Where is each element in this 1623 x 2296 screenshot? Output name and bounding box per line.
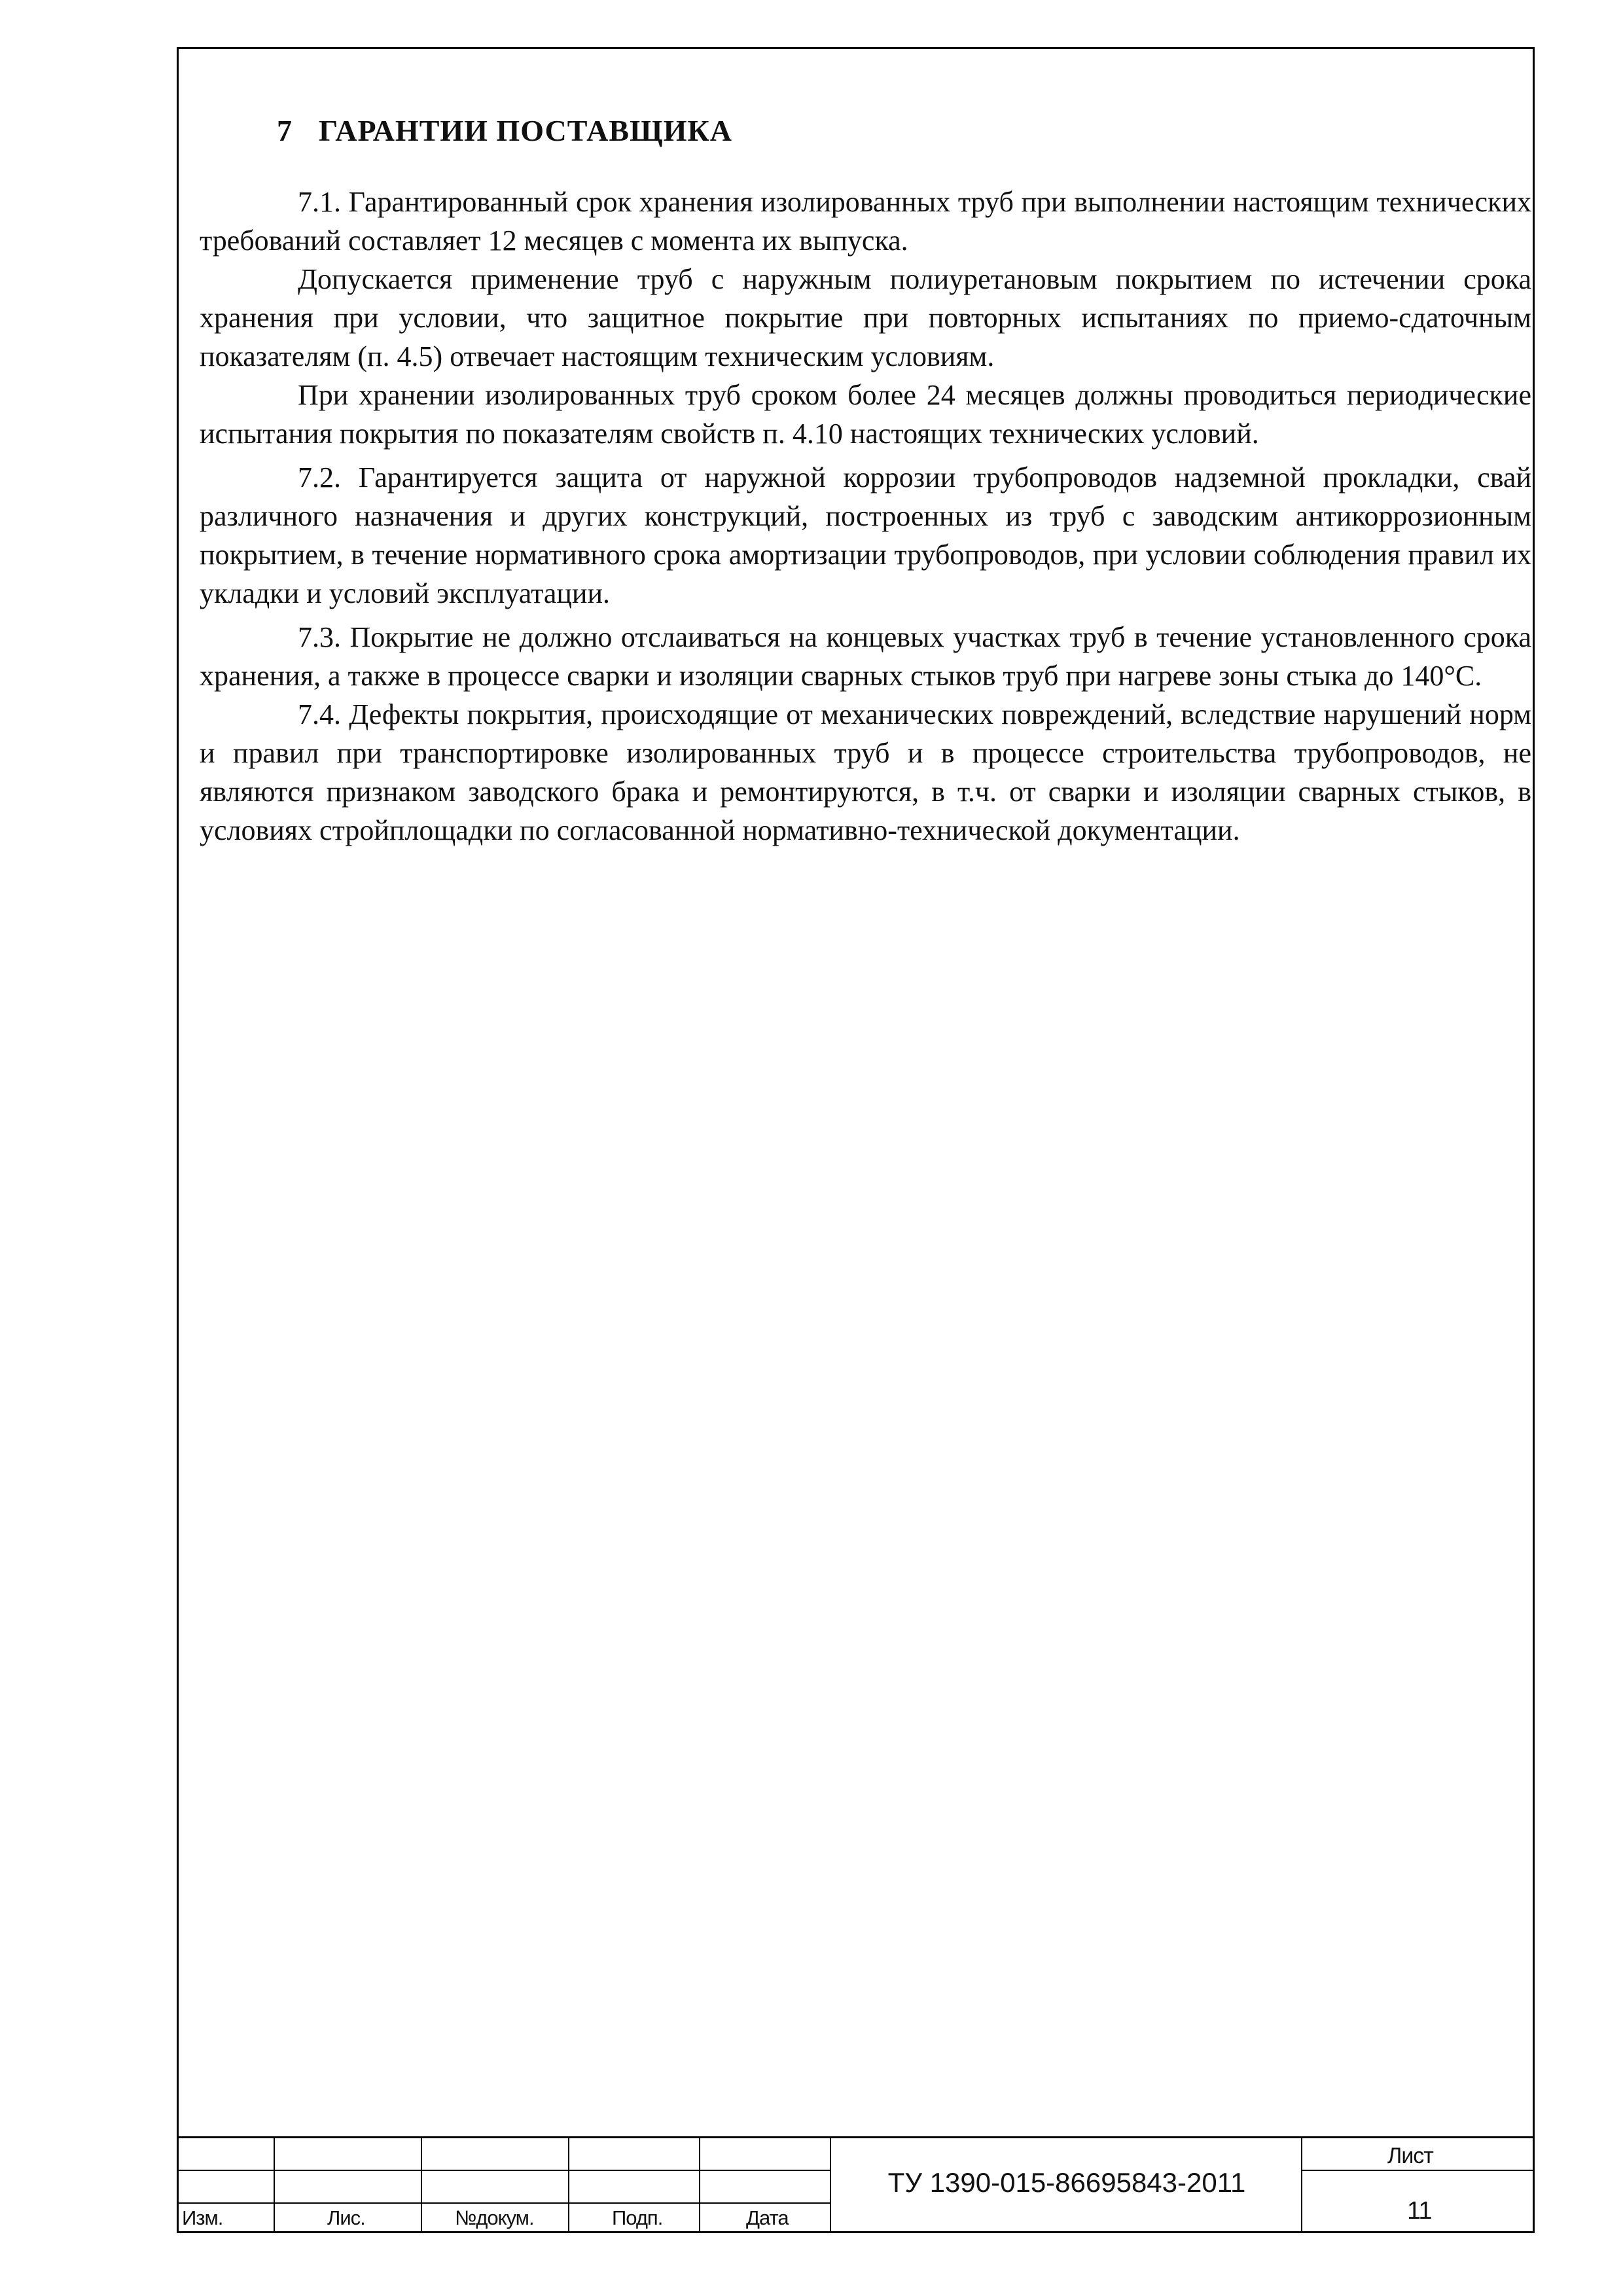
sheet-number: 11 xyxy=(1407,2197,1432,2225)
section-title: ГАРАНТИИ ПОСТАВЩИКА xyxy=(319,114,732,147)
stamp-label-doc: №докум. xyxy=(455,2206,534,2229)
paragraph-7-1: 7.1. Гарантированный срок хранения изолированных труб при выполнении настоящим технических требований составляет 12 месяцев с момента их выпуска. xyxy=(200,186,1531,257)
stamp-row-line xyxy=(177,2202,831,2204)
stamp-sheet-line xyxy=(1302,2170,1535,2171)
sheet-label: Лист xyxy=(1387,2144,1433,2168)
paragraph-7-2: 7.2. Гарантируется защита от наружной коррозии трубопроводов надземной прокладки, свай различного назначения и других конструкций, построенных из труб с заводским антикоррозионным покрытием, в течение нормативного срока амортизации трубопроводов, при условии соблюдения правил их укладки и условий эксплуатации. xyxy=(200,461,1531,609)
title-block xyxy=(177,2136,1535,2233)
section-number: 7 xyxy=(277,114,293,147)
document-body xyxy=(200,111,1531,855)
paragraph-7-3: 7.3. Покрытие не должно отслаиваться на концевых участках труб в течение установленного срока хранения, а также в процессе сварки и изоляции сварных стыков труб при нагреве зоны стыка до 140°С. xyxy=(200,621,1531,692)
section-heading xyxy=(277,111,1531,150)
stamp-row-line xyxy=(177,2170,831,2171)
document-code: ТУ 1390-015-86695843-2011 xyxy=(887,2167,1246,2198)
stamp-label-podp: Подп. xyxy=(612,2206,663,2229)
paragraph-7-1-c: При хранении изолированных труб сроком более 24 месяцев должны проводиться периодические испытания покрытия по показателям свойств п. 4.10 настоящих технических условий. xyxy=(200,379,1531,450)
paragraph-7-1-b: Допускается применение труб с наружным полиуретановым покрытием по истечении срока хранения при условии, что защитное покрытие при повторных испытаниях по приемо-сдаточным показателям (п. 4.5) отвечает настоящим техническим условиям. xyxy=(200,263,1531,372)
stamp-label-izm: Изм. xyxy=(182,2206,223,2229)
stamp-label-lis: Лис. xyxy=(327,2206,365,2229)
paragraph-7-4: 7.4. Дефекты покрытия, происходящие от механических повреждений, вследствие нарушений норм и правил при транспортировке изолированных труб и в процессе строительства трубопроводов, не являются признаком заводского брака и ремонтируются, в т.ч. от сварки и изоляции сварных стыков, в условиях стройплощадки по согласованной нормативно-технической документации. xyxy=(200,698,1531,846)
stamp-label-data: Дата xyxy=(746,2206,789,2229)
